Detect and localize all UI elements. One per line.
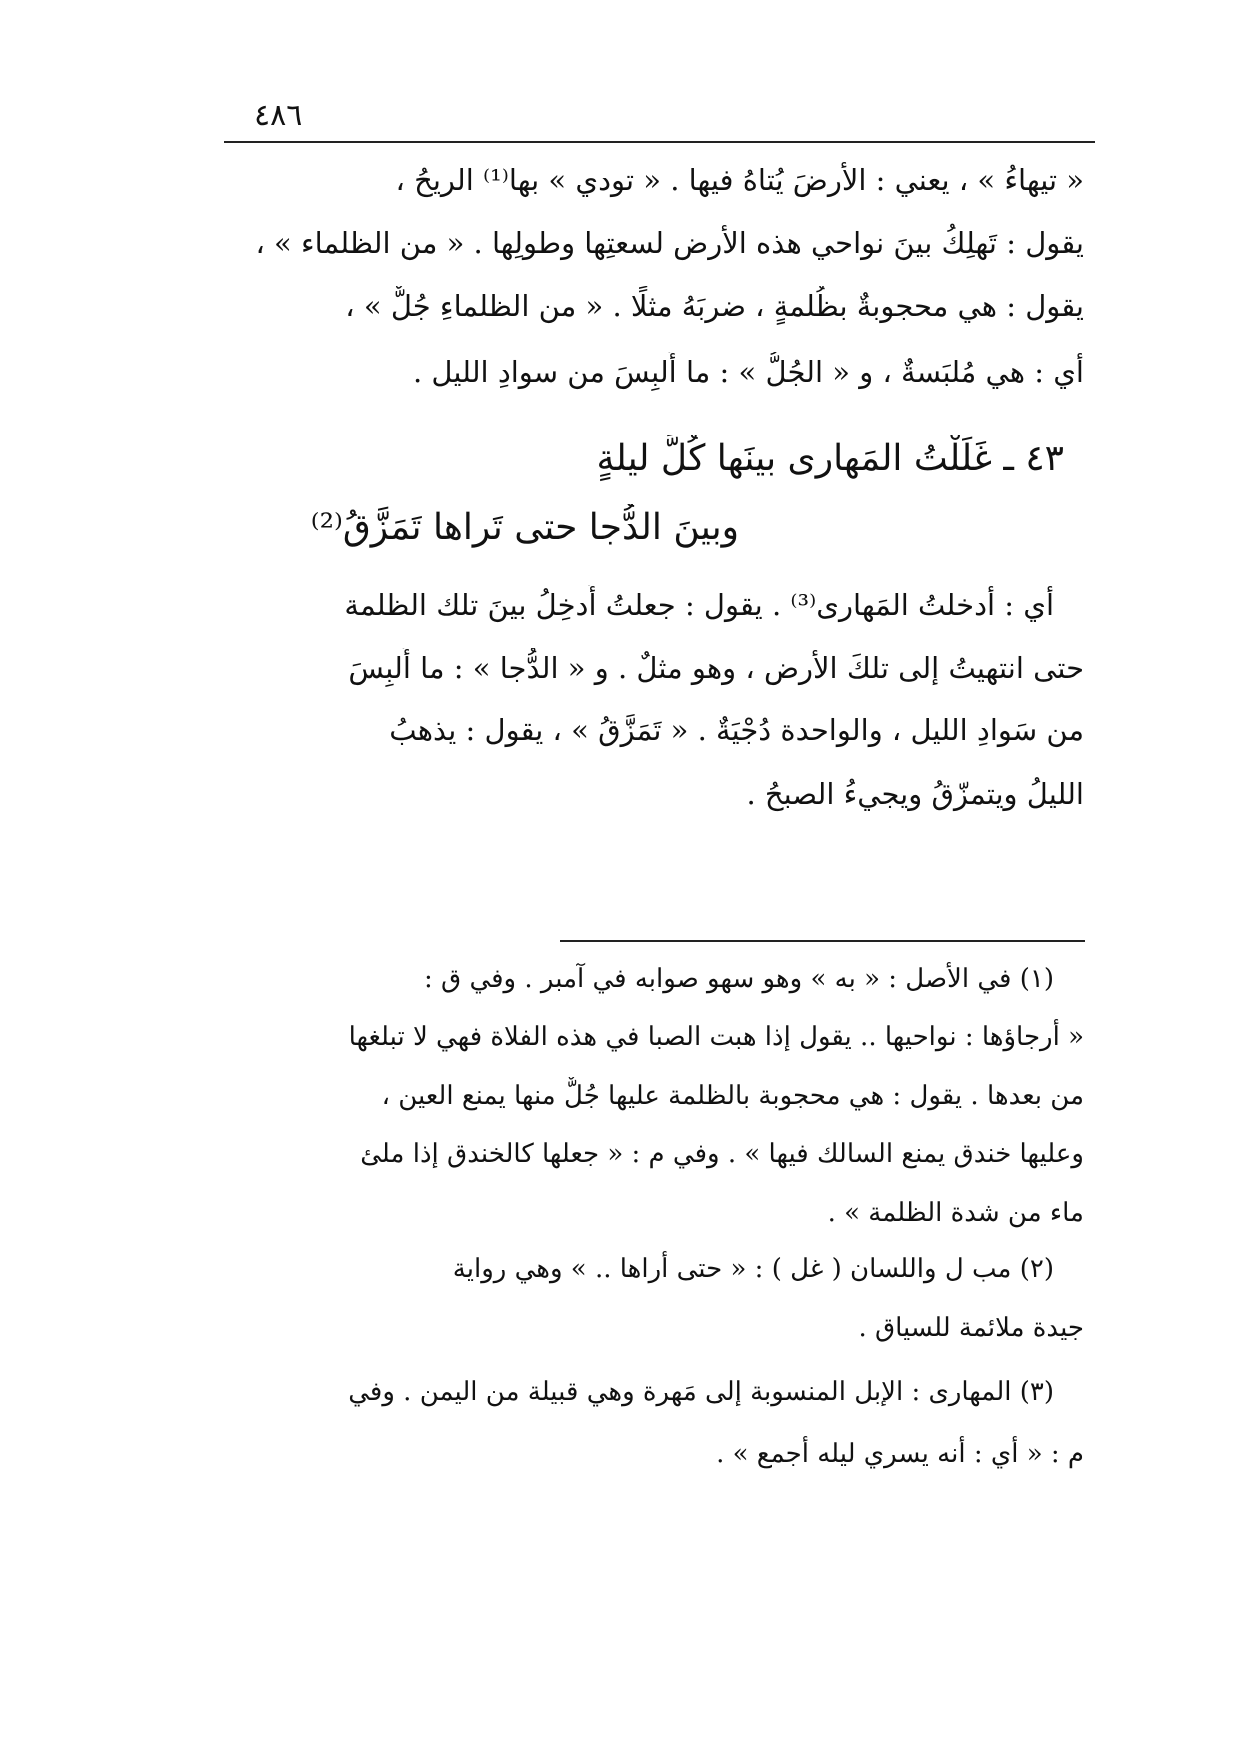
explanation-line: أي : أدخلتُ المَهارى⁽³⁾ . يقول : جعلتُ أُدخِلُ بينَ تلك الظلمة (344, 588, 1054, 622)
page-number: ٤٨٦ (254, 98, 303, 133)
footnote-line: « أرجاؤها : نواحيها .. يقول إذا هبت الصبا في هذه الفلاة فهي لا تبلغها (348, 1022, 1084, 1052)
commentary-line: يقول : تَهلِكُ بينَ نواحي هذه الأرض لسعتِها وطولِها . « من الظلماء » ، (255, 226, 1084, 260)
footnote-2 (224, 1250, 1084, 1370)
commentary-line: « تيهاءُ » ، يعني : الأرضَ يُتاهُ فيها . « تودي » بها⁽¹⁾ الريحُ ، (395, 163, 1084, 197)
footnote-line: (٢) مب ل واللسان ( غل ) : « حتى أراها .. » وهي رواية (452, 1254, 1054, 1284)
footnote-1 (224, 960, 1084, 1250)
footnote-line: جيدة ملائمة للسياق . (858, 1313, 1084, 1343)
footnote-line: وعليها خندق يمنع السالك فيها » . وفي م : « جعلها كالخندق إذا ملئ (360, 1139, 1084, 1169)
explanation-paragraph (224, 585, 1084, 840)
footnote-3 (224, 1373, 1084, 1493)
header-rule (224, 141, 1095, 143)
footnote-line: (١) في الأصل : « به » وهو سهو صوابه في آمبر . وفي ق : (423, 964, 1054, 994)
verse-block (224, 435, 1084, 575)
explanation-line: من سَوادِ الليل ، والواحدة دُجْيَةٌ . « تَمَزَّقُ » ، يقول : يذهبُ (389, 713, 1084, 747)
footnote-line: من بعدها . يقول : هي محجوبة بالظلمة عليها جُلٌّ منها يمنع العين ، (381, 1081, 1084, 1111)
footnote-line: (٣) المهارى : الإبل المنسوبة إلى مَهرة وهي قبيلة من اليمن . وفي (348, 1377, 1054, 1407)
footnote-line: ماء من شدة الظلمة » . (827, 1198, 1084, 1228)
verse-line-2: وبينَ الدُّجا حتى تَراها تَمَزَّقُ⁽²⁾ (310, 507, 739, 548)
commentary-paragraph (224, 160, 1084, 420)
commentary-line: يقول : هي محجوبةٌ بظُلمةٍ ، ضربَهُ مثلًا . « من الظلماءِ جُلٌّ » ، (345, 289, 1084, 323)
verse-line-1: ٤٣ ـ غَلَلْتُ المَهارى بينَها كُلَّ ليلةٍ (596, 438, 1064, 479)
explanation-line: الليلُ ويتمزّقُ ويجيءُ الصبحُ . (746, 777, 1084, 811)
commentary-line: أي : هي مُلبَسةٌ ، و « الجُلُّ » : ما أُلبِسَ من سوادِ الليل . (412, 355, 1084, 389)
footnote-line: م : « أي : أنه يسري ليله أجمع » . (716, 1439, 1084, 1469)
explanation-line: حتى انتهيتُ إلى تلكَ الأرضِ ، وهو مثلٌ . و « الدُّجا » : ما أُلبِسَ (348, 651, 1084, 685)
footnote-rule (560, 940, 1085, 942)
